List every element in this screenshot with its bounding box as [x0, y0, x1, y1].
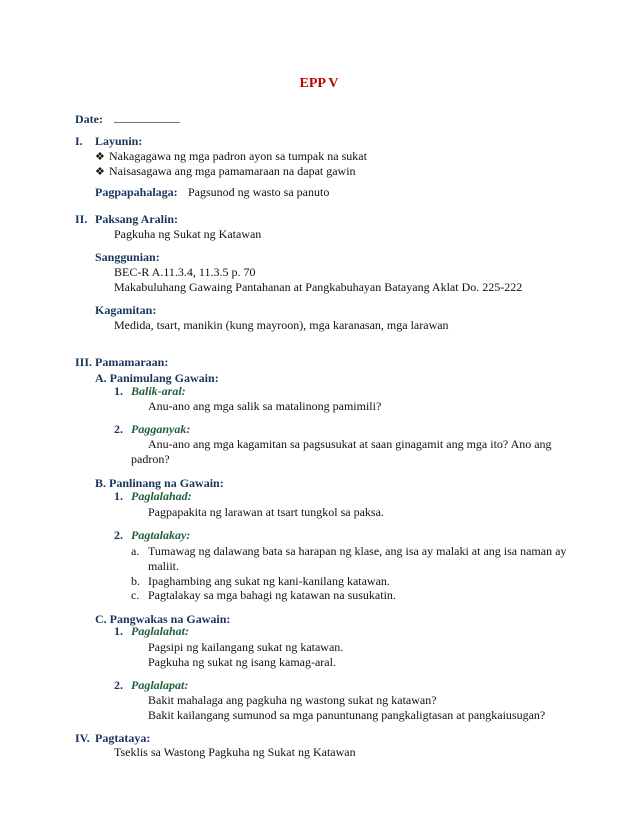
c1-line-2: Pagkuha ng sukat ng isang kamag-aral. [148, 655, 336, 669]
a1-heading: Balik-aral: [131, 384, 186, 398]
c1-line-1: Pagsipi ng kailangang sukat ng katawan. [148, 640, 344, 654]
section-iii-number: III. [75, 355, 93, 369]
b1-heading: Paglalahad: [131, 489, 192, 503]
section-ii-heading: Paksang Aralin: [95, 212, 179, 226]
layunin-item-text: Nakagagawa ng mga padron ayon sa tumpak na sukat [109, 149, 367, 163]
sanggunian-line-1: BEC-R A.11.3.4, 11.3.5 p. 70 [114, 265, 256, 279]
a2-number: 2. [114, 422, 123, 436]
section-i-number: I. [75, 134, 83, 148]
subsection-c-heading: C. Pangwakas na Gawain: [95, 612, 231, 626]
c2-line-2: Bakit kailangang sumunod sa mga panuntunang pangkaligtasan at pangkaiusugan? [148, 708, 546, 722]
section-i-heading: Layunin: [95, 134, 143, 148]
a2-heading: Pagganyak: [131, 422, 191, 436]
b2-item-letter: c. [131, 588, 140, 602]
date-label: Date: [75, 112, 103, 126]
a1-number: 1. [114, 384, 123, 398]
b2-number: 2. [114, 528, 123, 542]
subsection-b-heading: B. Panlinang na Gawain: [95, 476, 224, 490]
sanggunian-label: Sanggunian: [95, 250, 160, 264]
layunin-item-text: Naisasagawa ang mga pamamaraan na dapat gawin [109, 164, 356, 178]
a2-body-line-2: padron? [131, 452, 170, 466]
a1-body: Anu-ano ang mga salik sa matalinong pamimili? [148, 399, 382, 413]
c1-heading: Paglalahat: [131, 624, 190, 638]
a2-body-line-1: Anu-ano ang mga kagamitan sa pagsusukat at saan ginagamit ang mga ito? Ano ang [148, 437, 552, 451]
section-iv-number: IV. [75, 731, 90, 745]
section-iii-heading: Pamamaraan: [95, 355, 169, 369]
date-blank: ___________ [114, 110, 180, 124]
c2-number: 2. [114, 678, 123, 692]
layunin-item-2 [95, 164, 356, 180]
paksang-aralin-body: Pagkuha ng Sukat ng Katawan [114, 227, 262, 241]
b2-item-letter: b. [131, 574, 140, 588]
b2-item-text: Tumawag ng dalawang bata sa harapan ng klase, ang isa ay malaki at ang isa naman ay [148, 544, 567, 558]
sanggunian-line-2: Makabuluhang Gawaing Pantahanan at Pangkabuhayan Batayang Aklat Do. 225-222 [114, 280, 523, 294]
pagtataya-body: Tseklis sa Wastong Pagkuha ng Sukat ng Katawan [114, 745, 356, 759]
pagpapahalaga-label: Pagpapahalaga: [95, 185, 178, 199]
pagpapahalaga-value: Pagsunod ng wasto sa panuto [188, 185, 330, 199]
b1-number: 1. [114, 489, 123, 503]
b2-heading: Pagtalakay: [131, 528, 191, 542]
b2-item-text: maliit. [148, 559, 179, 573]
c1-number: 1. [114, 624, 123, 638]
section-ii-number: II. [75, 212, 88, 226]
subsection-a-heading: A. Panimulang Gawain: [95, 371, 219, 385]
c2-line-1: Bakit mahalaga ang pagkuha ng wastong sukat ng katawan? [148, 693, 437, 707]
diamond-bullet-icon: ❖ [95, 151, 105, 163]
section-iv-heading: Pagtataya: [95, 731, 151, 745]
document-title: EPP V [299, 76, 339, 91]
b1-body: Pagpapakita ng larawan at tsart tungkol sa paksa. [148, 505, 384, 519]
diamond-bullet-icon: ❖ [95, 166, 105, 178]
kagamitan-body: Medida, tsart, manikin (kung mayroon), mga karanasan, mga larawan [114, 318, 449, 332]
layunin-item-1 [95, 149, 367, 165]
c2-heading: Paglalapat: [131, 678, 189, 692]
b2-item-text: Pagtalakay sa mga bahagi ng katawan na susukatin. [148, 588, 396, 602]
b2-item-letter: a. [131, 544, 140, 558]
b2-item-text: Ipaghambing ang sukat ng kani-kanilang katawan. [148, 574, 390, 588]
kagamitan-label: Kagamitan: [95, 303, 157, 317]
